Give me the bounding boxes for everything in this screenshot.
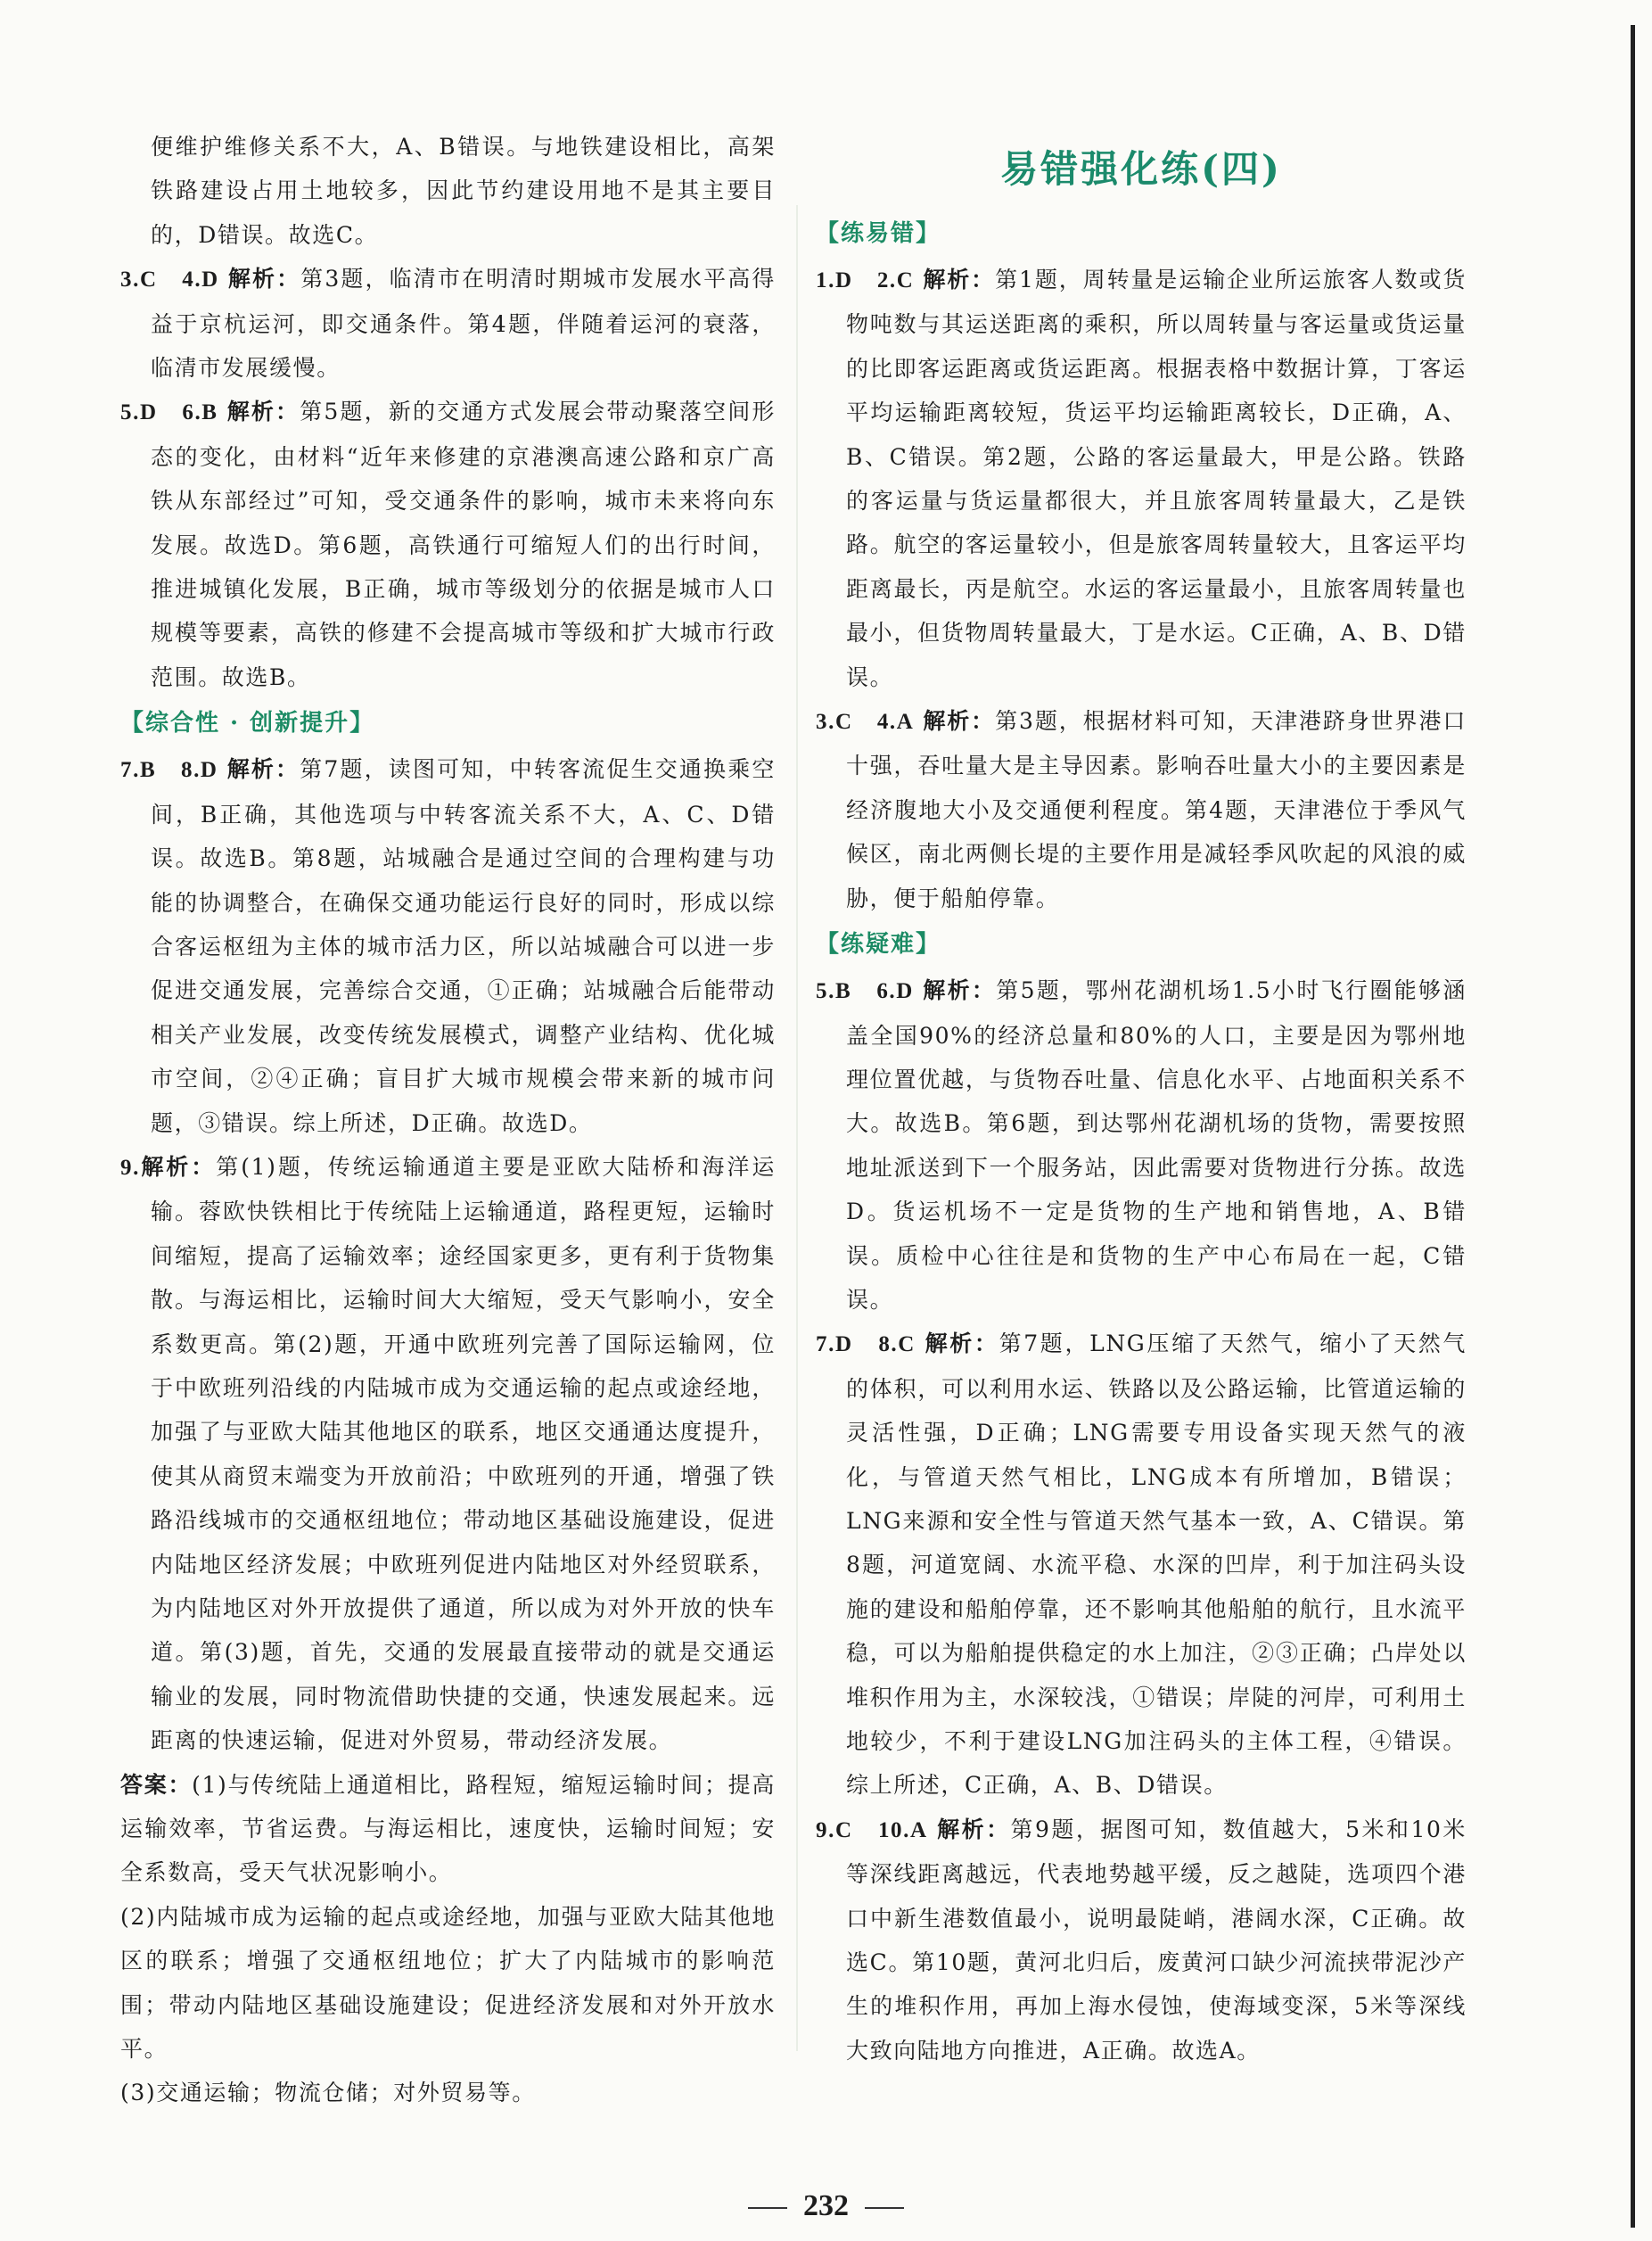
answer-r-q7-8 xyxy=(816,1322,1467,1807)
analysis-label: 解析： xyxy=(227,266,301,292)
answer-block-part1 xyxy=(120,1763,776,1895)
section-heading-difficult: 【练疑难】 xyxy=(816,931,941,959)
page-title: 易错强化练(四) xyxy=(1000,147,1282,191)
footer-dash-right xyxy=(865,2207,904,2209)
footer-dash-left xyxy=(748,2207,787,2209)
analysis-label: 解析： xyxy=(139,1153,217,1180)
answer-key: 1.D 2.C xyxy=(816,268,915,292)
right-column xyxy=(816,138,1467,2072)
analysis-label: 解析： xyxy=(226,399,300,425)
answer-r-q9-10 xyxy=(816,1808,1467,2072)
analysis-text: 第7题，读图可知，中转客流促生交通换乘空间，B正确，其他选项与中转客流关系不大，A、C、D错误。故选B。第8题，站城融合是通过空间的合理构建与功能的协调整合，在确保交通功能运行良好的同时，形成以综合客运枢纽为主体的城市活力区，所以站城融合可以进一步促进交通发展，完善综合交通，①正确；站城融合后能带动相关产业发展，改变传统发展模式，调整产业结构、优化城市空间，②④正确；盲目扩大城市规模会带来新的城市问题，③错误。综上所述，D正确。故选D。 xyxy=(151,756,776,1136)
analysis-text: 第5题，新的交通方式发展会带动聚落空间形态的变化，由材料“近年来修建的京港澳高速公路和京广高铁从东部经过”可知，受交通条件的影响，城市未来将向东发展。故选D。第6题，高铁通行可缩短人们的出行时间，推进城镇化发展，B正确，城市等级划分的依据是城市人口规模等要素，高铁的修建不会提高城市等级和扩大城市行政范围。故选B。 xyxy=(151,399,776,690)
section-heading-comprehensive: 【综合性 · 创新提升】 xyxy=(120,710,375,737)
analysis-label: 解析： xyxy=(925,1331,999,1357)
answer-q3-4 xyxy=(120,257,776,390)
analysis-label: 解析： xyxy=(923,977,997,1004)
answer-r-q3-4 xyxy=(816,699,1467,920)
answer-key: 9.C 10.A xyxy=(816,1817,928,1842)
analysis-text: 第5题，鄂州花湖机场1.5小时飞行圈能够涵盖全国90%的经济总量和80%的人口，主要是因为鄂州地理位置优越，与货物吞吐量、信息化水平、占地面积关系不大。故选B。第6题，到达鄂州花湖机场的货物，需要按照地址派送到下一个服务站，因此需要对货物进行分拣。故选D。货运机场不一定是货物的生产地和销售地，A、B错误。质检中心往往是和货物的生产中心布局在一起，C错误。 xyxy=(846,977,1467,1313)
analysis-label: 解析： xyxy=(923,267,996,292)
intro-paragraph: 便维护维修关系不大，A、B错误。与地铁建设相比，高架铁路建设占用土地较多，因此节约建设用地不是其主要目的，D错误。故选C。 xyxy=(151,134,776,248)
answer-key: 7.D 8.C xyxy=(816,1332,916,1357)
page-edge-line xyxy=(1631,25,1635,2228)
page-number: 232 xyxy=(803,2189,849,2222)
answer-key: 5.D 6.B xyxy=(120,400,218,425)
section-heading-error-prone: 【练易错】 xyxy=(816,220,941,247)
analysis-text: 第7题，LNG压缩了天然气，缩小了天然气的体积，可以利用水运、铁路以及公路运输，比管道运输的灵活性强，D正确；LNG需要专用设备实现天然气的液化，与管道天然气相比，LNG成本有所增加，B错误；LNG来源和安全性与管道天然气基本一致，A、C错误。第8题，河道宽阔、水流平稳、水深的凹岸，利于加注码头设施的建设和船舶停靠，还不影响其他船舶的航行，且水流平稳，可以为船舶提供稳定的水上加注，②③正确；凸岸处以堆积作用为主，水深较浅，①错误；岸陡的河岸，可利用土地较少，不利于建设LNG加注码头的主体工程，④错误。综上所述，C正确，A、B、D错误。 xyxy=(846,1331,1467,1799)
answer-key: 5.B 6.D xyxy=(816,979,914,1004)
answer-r-q1-2 xyxy=(816,258,1467,699)
left-column xyxy=(120,125,776,2115)
answer-key: 3.C 4.D xyxy=(120,268,219,292)
page-footer xyxy=(0,2187,1652,2226)
answer-text-1: (1)与传统陆上通道相比，路程短，缩短运输时间；提高运输效率，节省运费。与海运相比，速度快，运输时间短；安全系数高，受天气状况影响小。 xyxy=(120,1771,776,1886)
answer-key: 9. xyxy=(120,1155,140,1180)
answer-r-q5-6 xyxy=(816,968,1467,1322)
answer-label: 答案： xyxy=(120,1771,193,1798)
answer-key: 3.C 4.A xyxy=(816,710,915,735)
analysis-text: 第(1)题，传统运输通道主要是亚欧大陆桥和海洋运输。蓉欧快铁相比于传统陆上运输通道，路程更短，运输时间缩短，提高了运输效率；途经国家更多，更有利于货物集散。与海运相比，运输时间大大缩短，受天气影响小，安全系数更高。第(2)题，开通中欧班列完善了国际运输网，位于中欧班列沿线的内陆城市成为交通运输的起点或途经地，加强了与亚欧大陆其他地区的联系，地区交通通达度提升，使其从商贸末端变为开放前沿；中欧班列的开通，增强了铁路沿线城市的交通枢纽地位；带动地区基础设施建设，促进内陆地区经济发展；中欧班列促进内陆地区对外经贸联系，为内陆地区对外开放提供了通道，所以成为对外开放的快车道。第(3)题，首先，交通的发展最直接带动的就是交通运输业的发展，同时物流借助快捷的交通，快速发展起来。远距离的快速运输，促进对外贸易，带动经济发展。 xyxy=(151,1153,776,1754)
analysis-label: 解析： xyxy=(226,756,300,783)
column-divider xyxy=(796,205,798,2051)
analysis-text: 第3题，临清市在明清时期城市发展水平高得益于京杭运河，即交通条件。第4题，伴随着运河的衰落，临清市发展缓慢。 xyxy=(151,266,776,382)
analysis-text: 第1题，周转量是运输企业所运旅客人数或货物吨数与其运送距离的乘积，所以周转量与客运量或货运量的比即客运距离或货运距离。根据表格中数据计算，丁客运平均运输距离较短，货运平均运输距离较长，D正确，A、B、C错误。第2题，公路的客运量最大，甲是公路。铁路的客运量与货运量都很大，并且旅客周转量最大，乙是铁路。航空的客运量较小，但是旅客周转量较大，且客运平均距离最长，丙是航空。水运的客运量最小，且旅客周转量也最小，但货物周转量最大，丁是水运。C正确，A、B、D错误。 xyxy=(846,267,1467,690)
analysis-label: 解析： xyxy=(937,1816,1011,1842)
analysis-text: 第9题，据图可知，数值越大，5米和10米等深线距离越远，代表地势越平缓，反之越陡，选项四个港口中新生港数值最小，说明最陡峭，港阔水深，C正确。故选C。第10题，黄河北归后，废黄河口缺少河流挟带泥沙产生的堆积作用，再加上海水侵蚀，使海域变深，5米等深线大致向陆地方向推进，A正确。故选A。 xyxy=(846,1816,1467,2064)
answer-key: 7.B 8.D xyxy=(120,758,218,783)
analysis-text: 第3题，根据材料可知，天津港跻身世界港口十强，吞吐量大是主导因素。影响吞吐量大小的主要因素是经济腹地大小及交通便利程度。第4题，天津港位于季风气候区，南北两侧长堤的主要作用是减轻季风吹起的风浪的威胁，便于船舶停靠。 xyxy=(846,708,1467,911)
answer-q7-8 xyxy=(120,747,776,1145)
answer-block-part2: (2)内陆城市成为运输的起点或途经地，加强与亚欧大陆其他地区的联系；增强了交通枢纽地位；扩大了内陆城市的影响范围；带动内陆地区基础设施建设；促进经济发展和对外开放水平。 xyxy=(120,1903,776,2063)
answer-q5-6 xyxy=(120,390,776,699)
answer-block-part3: (3)交通运输；物流仓储；对外贸易等。 xyxy=(120,2080,536,2106)
analysis-label: 解析： xyxy=(923,708,996,735)
answer-q9 xyxy=(120,1145,776,1763)
